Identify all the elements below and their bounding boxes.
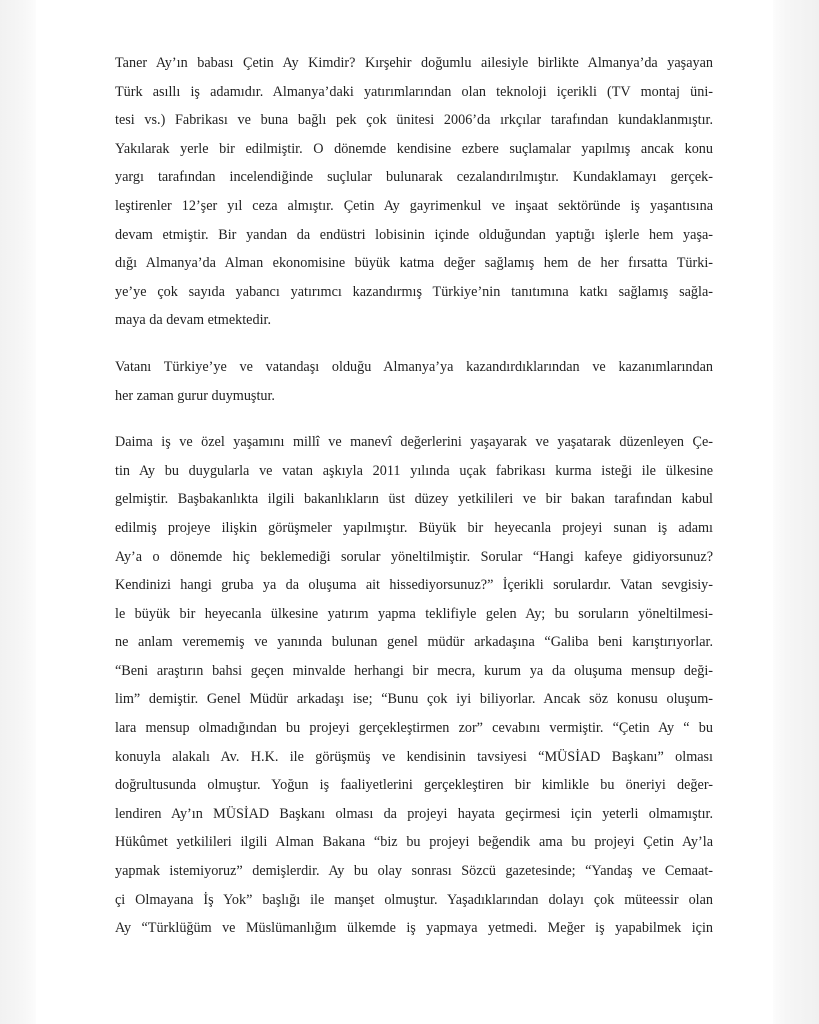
- page-shadow-right: [773, 0, 819, 1024]
- text-line: edilmiş projeye ilişkin görüşmeler yapılmıştır. Büyük bir heyecanla projeyi sunan iş adamı: [115, 519, 713, 536]
- text-line: Türk asıllı iş adamıdır. Almanya’daki yatırımlarından olan teknoloji içerikli (TV montaj üni-: [115, 83, 713, 100]
- text-line: doğrultusunda olmuştur. Yoğun iş faaliyetlerini gerçekleştiren bir kimlikle bu öneriyi değer-: [115, 777, 713, 794]
- text-line: yapmak istemiyoruz” demişlerdir. Ay bu olay sonrası Sözcü gazetesinde; “Yandaş ve Cemaat-: [115, 863, 713, 880]
- text-line: gelmiştir. Başbakanlıkta ilgili bakanlıkların üst düzey yetkilileri ve bir bakan tarafından kabul: [115, 491, 713, 508]
- text-line: ye’ye çok sayıda yabancı yatırımcı kazandırmış Türkiye’nin tanıtımına katkı sağlamış sağla-: [115, 283, 713, 300]
- text-line: tesi vs.) Fabrikası ve buna bağlı pek çok ünitesi 2006’da ırkçılar tarafından kundaklanmıştır.: [115, 112, 713, 129]
- document-page: [115, 49, 713, 943]
- paragraph-1: [115, 49, 713, 335]
- text-line: dığı Almanya’da Alman ekonomisine büyük katma değer sağlamış hem de her fırsatta Türki-: [115, 255, 713, 272]
- paragraph-3: [115, 428, 713, 943]
- paragraph-spacer: [115, 335, 713, 353]
- text-line: Daima iş ve özel yaşamını millî ve manevî değerlerini yaşayarak ve yaşatarak düzenleyen Çe-: [115, 434, 713, 451]
- text-line: ne anlam verememiş ve yanında bulunan genel müdür arkadaşına “Galiba beni karıştırıyorlar.: [115, 634, 713, 651]
- text-line: lendiren Ay’ın MÜSİAD Başkanı olması da projeyi hayata geçirmesi için yeterli olmamıştır.: [115, 805, 713, 822]
- text-line: yargı tarafından incelendiğinde suçlular bulunarak cezalandırılmıştır. Kundaklamayı gerçek-: [115, 169, 713, 186]
- text-line: devam etmiştir. Bir yandan da endüstri lobisinin içinde olduğundan yaptığı işlerle hem yaşa-: [115, 226, 713, 243]
- text-line: le büyük bir heyecanla ülkesine yatırım yapma teklifiyle gelen Ay; bu soruların yöneltilmesi-: [115, 605, 713, 622]
- text-line: Ay “Türklüğüm ve Müslümanlığım ülkemde iş yapmaya yetmedi. Meğer iş yapabilmek için: [115, 920, 713, 937]
- text-line: lara mensup olmadığından bu projeyi gerçekleştirmen zor” cevabını vermiştir. “Çetin Ay “ bu: [115, 720, 713, 737]
- text-line: maya da devam etmektedir.: [115, 312, 271, 329]
- text-line: çi Olmayana İş Yok” başlığı ile manşet olmuştur. Yaşadıklarından dolayı çok müteessir olan: [115, 891, 713, 908]
- text-line: Kendinizi hangi gruba ya da oluşuma ait hissediyorsunuz?” İçerikli sorulardır. Vatan sevgisiy-: [115, 577, 713, 594]
- text-line: Yakılarak yerle bir edilmiştir. O dönemde kendisine ezbere suçlamalar yapılmış ancak konu: [115, 140, 713, 157]
- text-line: tin Ay bu duygularla ve vatan aşkıyla 2011 yılında uçak fabrikası kurma isteği ile ülkesine: [115, 462, 713, 479]
- text-line: lim” demiştir. Genel Müdür arkadaşı ise; “Bunu çok iyi biliyorlar. Ancak söz konusu oluşum-: [115, 691, 713, 708]
- text-line: her zaman gurur duymuştur.: [115, 387, 275, 404]
- page-shadow-left: [0, 0, 36, 1024]
- text-line: “Beni araştırın bahsi geçen minvalde herhangi bir mecra, kurum ya da oluşuma mensup deği-: [115, 662, 713, 679]
- paragraph-spacer: [115, 410, 713, 428]
- text-line: konuyla alakalı Av. H.K. ile görüşmüş ve kendisinin tavsiyesi “MÜSİAD Başkanı” olması: [115, 748, 713, 765]
- paragraph-2: [115, 353, 713, 410]
- text-line: Ay’a o dönemde hiç beklemediği sorular yöneltilmiştir. Sorular “Hangi kafeye gidiyorsunuz?: [115, 548, 713, 565]
- text-line: Taner Ay’ın babası Çetin Ay Kimdir? Kırşehir doğumlu ailesiyle birlikte Almanya’da yaşayan: [115, 55, 713, 71]
- text-line: leştirenler 12’şer yıl ceza almıştır. Çetin Ay gayrimenkul ve inşaat sektöründe iş yaşantısına: [115, 197, 713, 214]
- text-line: Vatanı Türkiye’ye ve vatandaşı olduğu Almanya’ya kazandırdıklarından ve kazanımlarından: [115, 358, 713, 375]
- text-line: Hükûmet yetkilileri ilgili Alman Bakana “biz bu projeyi beğendik ama bu projeyi Çetin Ay’la: [115, 834, 713, 851]
